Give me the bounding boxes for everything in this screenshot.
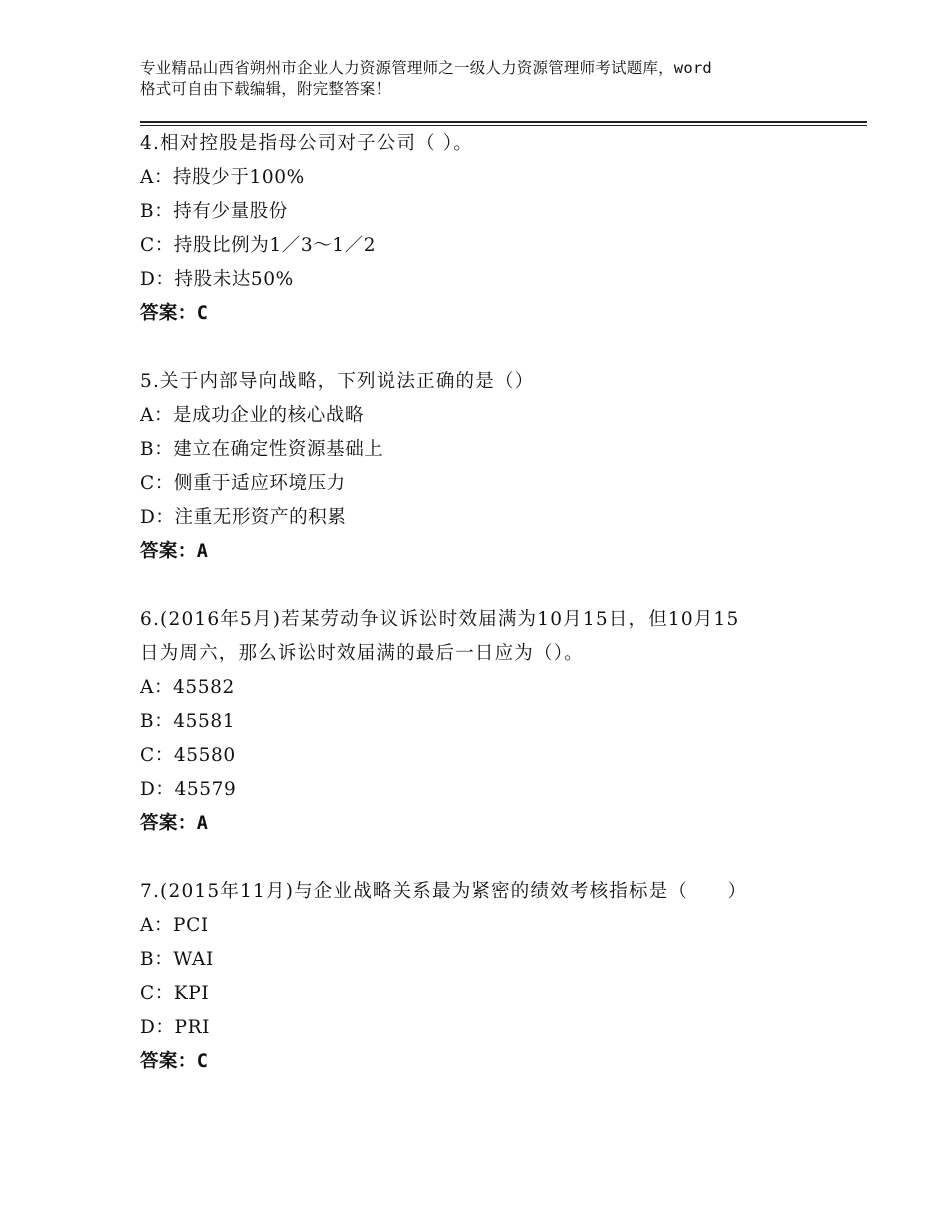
question-stem bbox=[140, 875, 840, 909]
answer-label: 答案：C bbox=[140, 303, 209, 324]
option-d: D：PRI bbox=[140, 1017, 211, 1038]
answer-label: 答案：A bbox=[140, 541, 209, 562]
option-a: A：持股少于100% bbox=[140, 167, 305, 188]
option-d: D：持股未达50% bbox=[140, 269, 294, 290]
answer-label: 答案：C bbox=[140, 1051, 209, 1072]
option-c: C：45580 bbox=[140, 745, 236, 766]
header-line-1: 专业精品山西省朔州市企业人力资源管理师之一级人力资源管理师考试题库，word bbox=[140, 59, 712, 77]
option-c: C：持股比例为1／3～1／2 bbox=[140, 235, 377, 256]
header-divider-thin bbox=[140, 125, 867, 126]
option-a: A：45582 bbox=[140, 677, 235, 698]
header-line-2: 格式可自由下载编辑，附完整答案！ bbox=[140, 80, 392, 98]
stem-line: 4.相对控股是指母公司对子公司（ ）。 bbox=[140, 133, 474, 154]
option-a: A：PCI bbox=[140, 915, 209, 936]
option-b: B：WAI bbox=[140, 949, 214, 970]
answer-label: 答案：A bbox=[140, 813, 209, 834]
option-b: B：持有少量股份 bbox=[140, 201, 288, 222]
question-4 bbox=[140, 127, 840, 331]
option-b: B：建立在确定性资源基础上 bbox=[140, 439, 384, 460]
question-list bbox=[140, 127, 840, 1113]
option-c: C：侧重于适应环境压力 bbox=[140, 473, 346, 494]
question-stem bbox=[140, 365, 840, 399]
option-c: C：KPI bbox=[140, 983, 210, 1004]
question-5 bbox=[140, 365, 840, 569]
header-divider-thick bbox=[140, 121, 867, 123]
stem-line: 7.(2015年11月)与企业战略关系最为紧密的绩效考核指标是（ ） bbox=[140, 881, 748, 902]
stem-line: 6.(2016年5月)若某劳动争议诉讼时效届满为10月15日，但10月15 bbox=[140, 609, 740, 630]
question-6 bbox=[140, 603, 840, 841]
option-b: B：45581 bbox=[140, 711, 236, 732]
option-d: D：注重无形资产的积累 bbox=[140, 507, 347, 528]
question-stem bbox=[140, 603, 840, 671]
option-d: D：45579 bbox=[140, 779, 237, 800]
option-a: A：是成功企业的核心战略 bbox=[140, 405, 365, 426]
question-stem bbox=[140, 127, 840, 161]
stem-line: 5.关于内部导向战略，下列说法正确的是（） bbox=[140, 371, 535, 392]
stem-line: 日为周六，那么诉讼时效届满的最后一日应为（）。 bbox=[140, 643, 584, 664]
question-7 bbox=[140, 875, 840, 1079]
document-header bbox=[140, 58, 830, 100]
